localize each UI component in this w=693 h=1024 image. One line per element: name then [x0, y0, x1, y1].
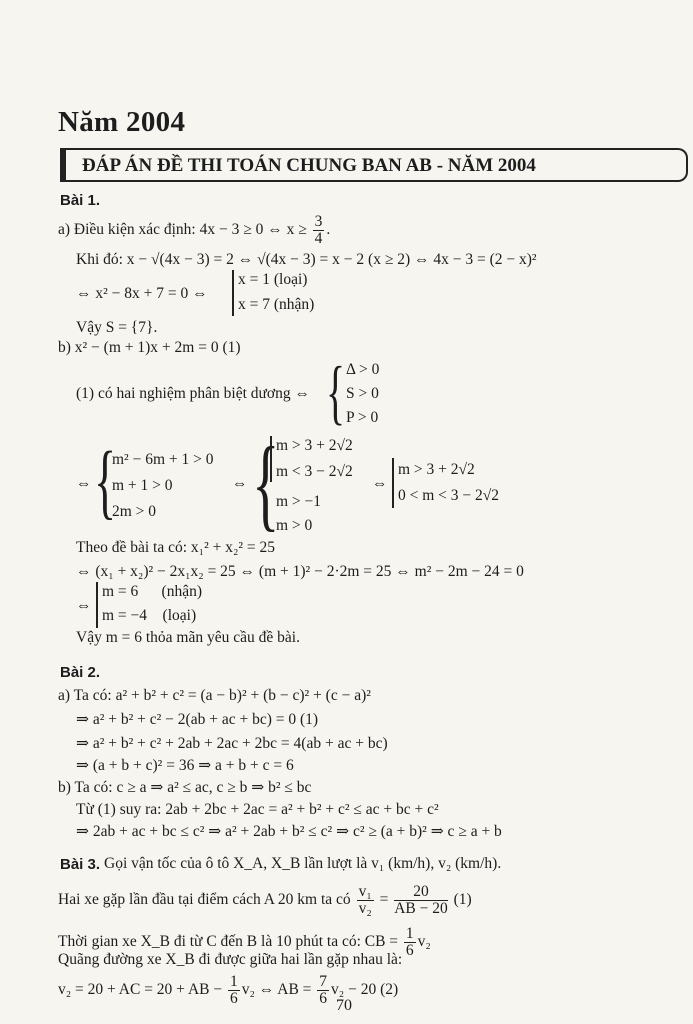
problem-2b-line3: ⇒ 2ab + ac + bc ≤ c² ⇒ a² + 2ab + b² ≤ c² ⇒ c² ≥ (a + b)² ⇒ c ≥ a + b	[76, 823, 502, 840]
sys1-line1: m² − 6m + 1 > 0	[112, 451, 214, 468]
problem-1a-condition: a) Điều kiện xác định: 4x − 3 ≥ 0 ⇔ x ≥ $\frac{3}{4}$ .	[58, 213, 331, 247]
equiv-arrow-1: ⇔	[76, 475, 92, 492]
sys1-line3: 2m > 0	[112, 503, 157, 520]
fraction-1-6: $\frac{1}{6}$	[405, 925, 414, 959]
bracket-2	[270, 436, 272, 482]
case-x1: x = 1 (loại)	[238, 271, 308, 288]
sys1-line2: m + 1 > 0	[112, 477, 173, 494]
case-bracket	[232, 270, 234, 316]
cond-p: P > 0	[346, 409, 379, 426]
equiv-arrow-3: ⇔	[372, 475, 388, 492]
cond-delta: Δ > 0	[346, 361, 380, 378]
system-brace-2: {	[252, 426, 280, 541]
bracket-3	[392, 458, 394, 508]
problem-2a-line2: ⇒ a² + b² + c² − 2(ab + ac + bc) = 0 (1)	[76, 711, 319, 728]
case-x7: x = 7 (nhận)	[238, 296, 315, 313]
problem-1b-vieta: Theo đề bài ta có: x₁² + x₂² = 25	[76, 539, 275, 556]
sys2-line4: m > 0	[276, 517, 313, 534]
fraction-7-6: $\frac{7}{6}$	[319, 973, 328, 1007]
problem-2a-line3: ⇒ a² + b² + c² + 2ab + 2ac + 2bc = 4(ab + ac + bc)	[76, 735, 388, 752]
equiv-arrow-4: ⇔	[76, 597, 92, 614]
sys2-line3: m > −1	[276, 493, 322, 510]
system-brace-1: {	[94, 435, 117, 528]
sys2-line2: m < 3 − 2√2	[276, 463, 353, 480]
fraction-3-4: $\frac{3}{4}$	[314, 213, 323, 247]
problem-1-label: Bài 1.	[60, 192, 101, 209]
problem-1a-solve: Khi đó: x − √(4x − 3) = 2 ⇔ √(4x − 3) = x − 2 (x ≥ 2) ⇔ 4x − 3 = (2 − x)²	[76, 251, 537, 268]
sys3-line2: 0 < m < 3 − 2√2	[398, 487, 500, 504]
section-year-heading: Năm 2004	[58, 106, 186, 138]
fraction-20-ab: $\frac{20}{AB - 20}$	[394, 883, 448, 917]
sys3-line1: m > 3 + 2√2	[398, 461, 475, 478]
sys2-line1: m > 3 + 2√2	[276, 437, 353, 454]
bracket-4	[96, 582, 98, 628]
problem-3-line4: Quãng đường xe X_B đi được giữa hai lần gặp nhau là:	[58, 951, 403, 968]
condition-text: a) Điều kiện xác định: 4x − 3 ≥ 0 ⇔ x ≥	[58, 221, 307, 239]
cond-s: S > 0	[346, 385, 379, 402]
case-m6: m = 6 (nhận)	[102, 583, 203, 600]
problem-2a-line1: a) Ta có: a² + b² + c² = (a − b)² + (b − c)² + (c − a)²	[58, 687, 371, 704]
equiv-arrow-2: ⇔	[232, 475, 248, 492]
problem-3-label: Bài 3.	[60, 856, 101, 873]
system-brace: {	[326, 352, 346, 432]
problem-1b-expand: ⇔ (x₁ + x₂)² − 2x₁x₂ = 25 ⇔ (m + 1)² − 2·2m = 25 ⇔ m² − 2m − 24 = 0	[76, 563, 524, 580]
problem-3-line1: Gọi vận tốc của ô tô X_A, X_B lần lượt là v₁ (km/h), v₂ (km/h).	[104, 855, 502, 872]
problem-3-line3: Thời gian xe X_B đi từ C đến B là 10 phút ta có: CB = $\frac{1}{6}$ v₂	[58, 925, 431, 959]
case-m-4: m = −4 (loại)	[102, 607, 197, 624]
problem-2b-line1: b) Ta có: c ≥ a ⇒ a² ≤ ac, c ≥ b ⇒ b² ≤ bc	[58, 779, 312, 796]
problem-3-line2: Hai xe gặp lần đầu tại điểm cách A 20 km ta có $\frac{\text{v₁}}{\text{v₂}}$ = $\frac{20}{AB - 20}$ (1)	[58, 883, 472, 917]
problem-1a-quadratic: ⇔ x² − 8x + 7 = 0 ⇔	[76, 285, 208, 302]
problem-2a-line4: ⇒ (a + b + c)² = 36 ⇒ a + b + c = 6	[76, 757, 294, 774]
problem-2-label: Bài 2.	[60, 664, 101, 681]
problem-1b-equation: b) x² − (m + 1)x + 2m = 0 (1)	[58, 339, 241, 356]
page-number: 70	[336, 997, 352, 1014]
problem-1b-condition: (1) có hai nghiệm phân biệt dương ⇔	[76, 385, 310, 402]
problem-1b-conclusion: Vậy m = 6 thỏa mãn yêu cầu đề bài.	[76, 629, 300, 646]
banner-title: ĐÁP ÁN ĐỀ THI TOÁN CHUNG BAN AB - NĂM 2004	[82, 155, 536, 176]
problem-1a-conclusion: Vậy S = {7}.	[76, 319, 158, 336]
title-banner	[60, 148, 688, 182]
problem-3-line5: v₂ = 20 + AC = 20 + AB − $\frac{1}{6}$ v₂ ⇔ AB = $\frac{7}{6}$ v₂ − 20 (2)	[58, 973, 399, 1007]
problem-2b-line2: Từ (1) suy ra: 2ab + 2bc + 2ac = a² + b² + c² ≤ ac + bc + c²	[76, 801, 439, 818]
fraction-v1-v2: $\frac{\text{v₁}}{\text{v₂}}$	[358, 883, 372, 917]
fraction-1-6b: $\frac{1}{6}$	[229, 973, 238, 1007]
